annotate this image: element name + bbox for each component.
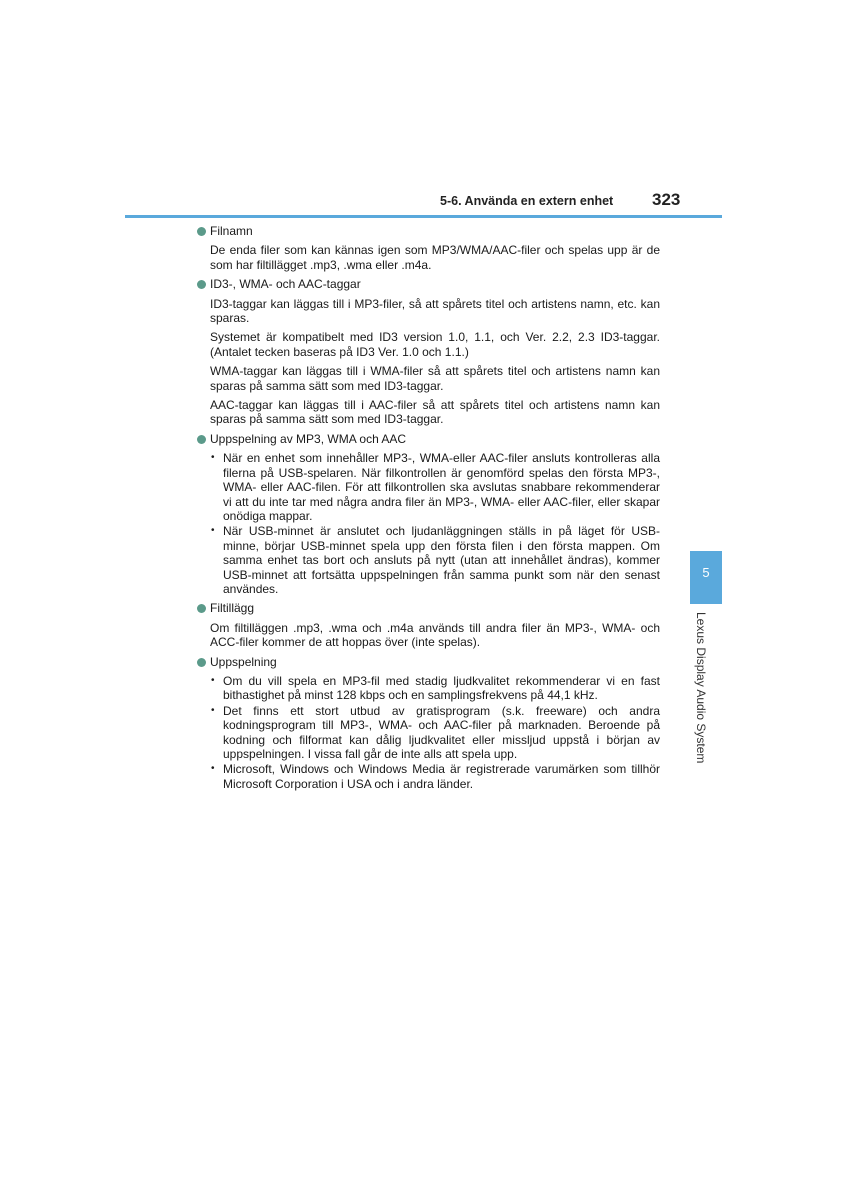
section-heading [196,277,660,291]
section-heading-text: Uppspelning av MP3, WMA och AAC [210,431,407,446]
bullet-text: När USB-minnet är anslutet och ljudanläggningen ställs in på läget för USB-minne, börjar USB-minnet spela upp den första filen i den första mappen. Om samma enhet tas bort och ansluts på nytt (utan att innehållet ändras), kommer USB-minnet att fortsätta uppspelningen från samma punkt som när den senast användes. [223,524,660,596]
bullet-dot-icon [197,658,206,667]
bullet-text: Om du vill spela en MP3-fil med stadig ljudkvalitet rekommenderar vi en fast bithastighet på minst 128 kbps och en samplingsfrekvens på 44,1 kHz. [223,673,660,703]
section-paragraph: WMA-taggar kan läggas till i WMA-filer så att spårets titel och artistens namn kan sparas på samma sätt som med ID3-taggar. [210,364,660,393]
page-number: 323 [652,190,681,209]
section-heading [196,601,660,615]
section-heading-text: Filtillägg [210,601,255,616]
section-paragraph: Systemet är kompatibelt med ID3 version 1.0, 1.1, och Ver. 2.2, 2.3 ID3-taggar. (Antalet tecken baseras på ID3 Ver. 1.0 och 1.1.) [210,330,660,359]
section-header: 5-6. Använda en extern enhet [440,194,614,208]
bullet-dot-icon [197,227,206,236]
section-paragraph: Om filtilläggen .mp3, .wma och .m4a används till andra filer än MP3-, WMA- och ACC-filer kommer de att hoppas över (inte spelas). [210,620,660,650]
bullet-text: När en enhet som innehåller MP3-, WMA-eller AAC-filer ansluts kontrolleras alla filerna på USB-spelaren. När filkontrollen är genomförd spelas den första MP3-, WMA- eller AAC-filen. För att filkontrollen ska avslutas snabbare rekommenderar vi att du inte tar med några andra filer än MP3-, WMA- eller AAC-filer, eller skapar onödiga mappar. [223,451,660,523]
bullet-point-icon: • [211,704,215,716]
page-content [196,224,660,796]
bullet-point-icon: • [211,525,215,537]
section-paragraph: De enda filer som kan kännas igen som MP3/WMA/AAC-filer och spelas upp är de som har filtillägget .mp3, .wma eller .m4a. [210,243,660,272]
bullet-item [210,674,660,703]
section-heading-text: Uppspelning [210,654,277,669]
section-heading [196,224,660,238]
chapter-title: Lexus Display Audio System [694,612,708,764]
bullet-dot-icon [197,280,206,289]
bullet-item [210,524,660,596]
bullet-dot-icon [197,604,206,613]
section-paragraph: ID3-taggar kan läggas till i MP3-filer, så att spårets titel och artistens namn, etc. kan sparas. [210,296,660,326]
header-divider [125,215,722,218]
bullet-point-icon: • [211,763,215,775]
bullet-item [210,704,660,762]
section-heading-text: Filnamn [210,224,253,238]
bullet-dot-icon [197,435,206,444]
bullet-text: Det finns ett stort utbud av gratisprogram (s.k. freeware) och andra kodningsprogram till MP3-, WMA- och AAC-filer på marknaden. Beroende på kodning och filformat kan dålig ljudkvalitet eller missljud uppstå i början av uppspelningen. I vissa fall går de inte alls att spela upp. [223,703,660,761]
chapter-number: 5 [702,565,710,580]
section-paragraph: AAC-taggar kan läggas till i AAC-filer så att spårets titel och artistens namn kan sparas på samma sätt som med ID3-taggar. [210,398,660,427]
bullet-point-icon: • [211,674,215,686]
bullet-text: Microsoft, Windows och Windows Media är registrerade varumärken som tillhör Microsoft Corporation i USA och i andra länder. [223,762,660,791]
bullet-list [210,451,660,596]
chapter-tab [690,551,722,604]
bullet-list [210,674,660,791]
bullet-item [210,451,660,523]
section-heading [196,655,660,669]
section-heading [196,432,660,446]
section-heading-text: ID3-, WMA- och AAC-taggar [210,277,361,292]
bullet-point-icon: • [211,452,215,464]
bullet-item [210,762,660,791]
